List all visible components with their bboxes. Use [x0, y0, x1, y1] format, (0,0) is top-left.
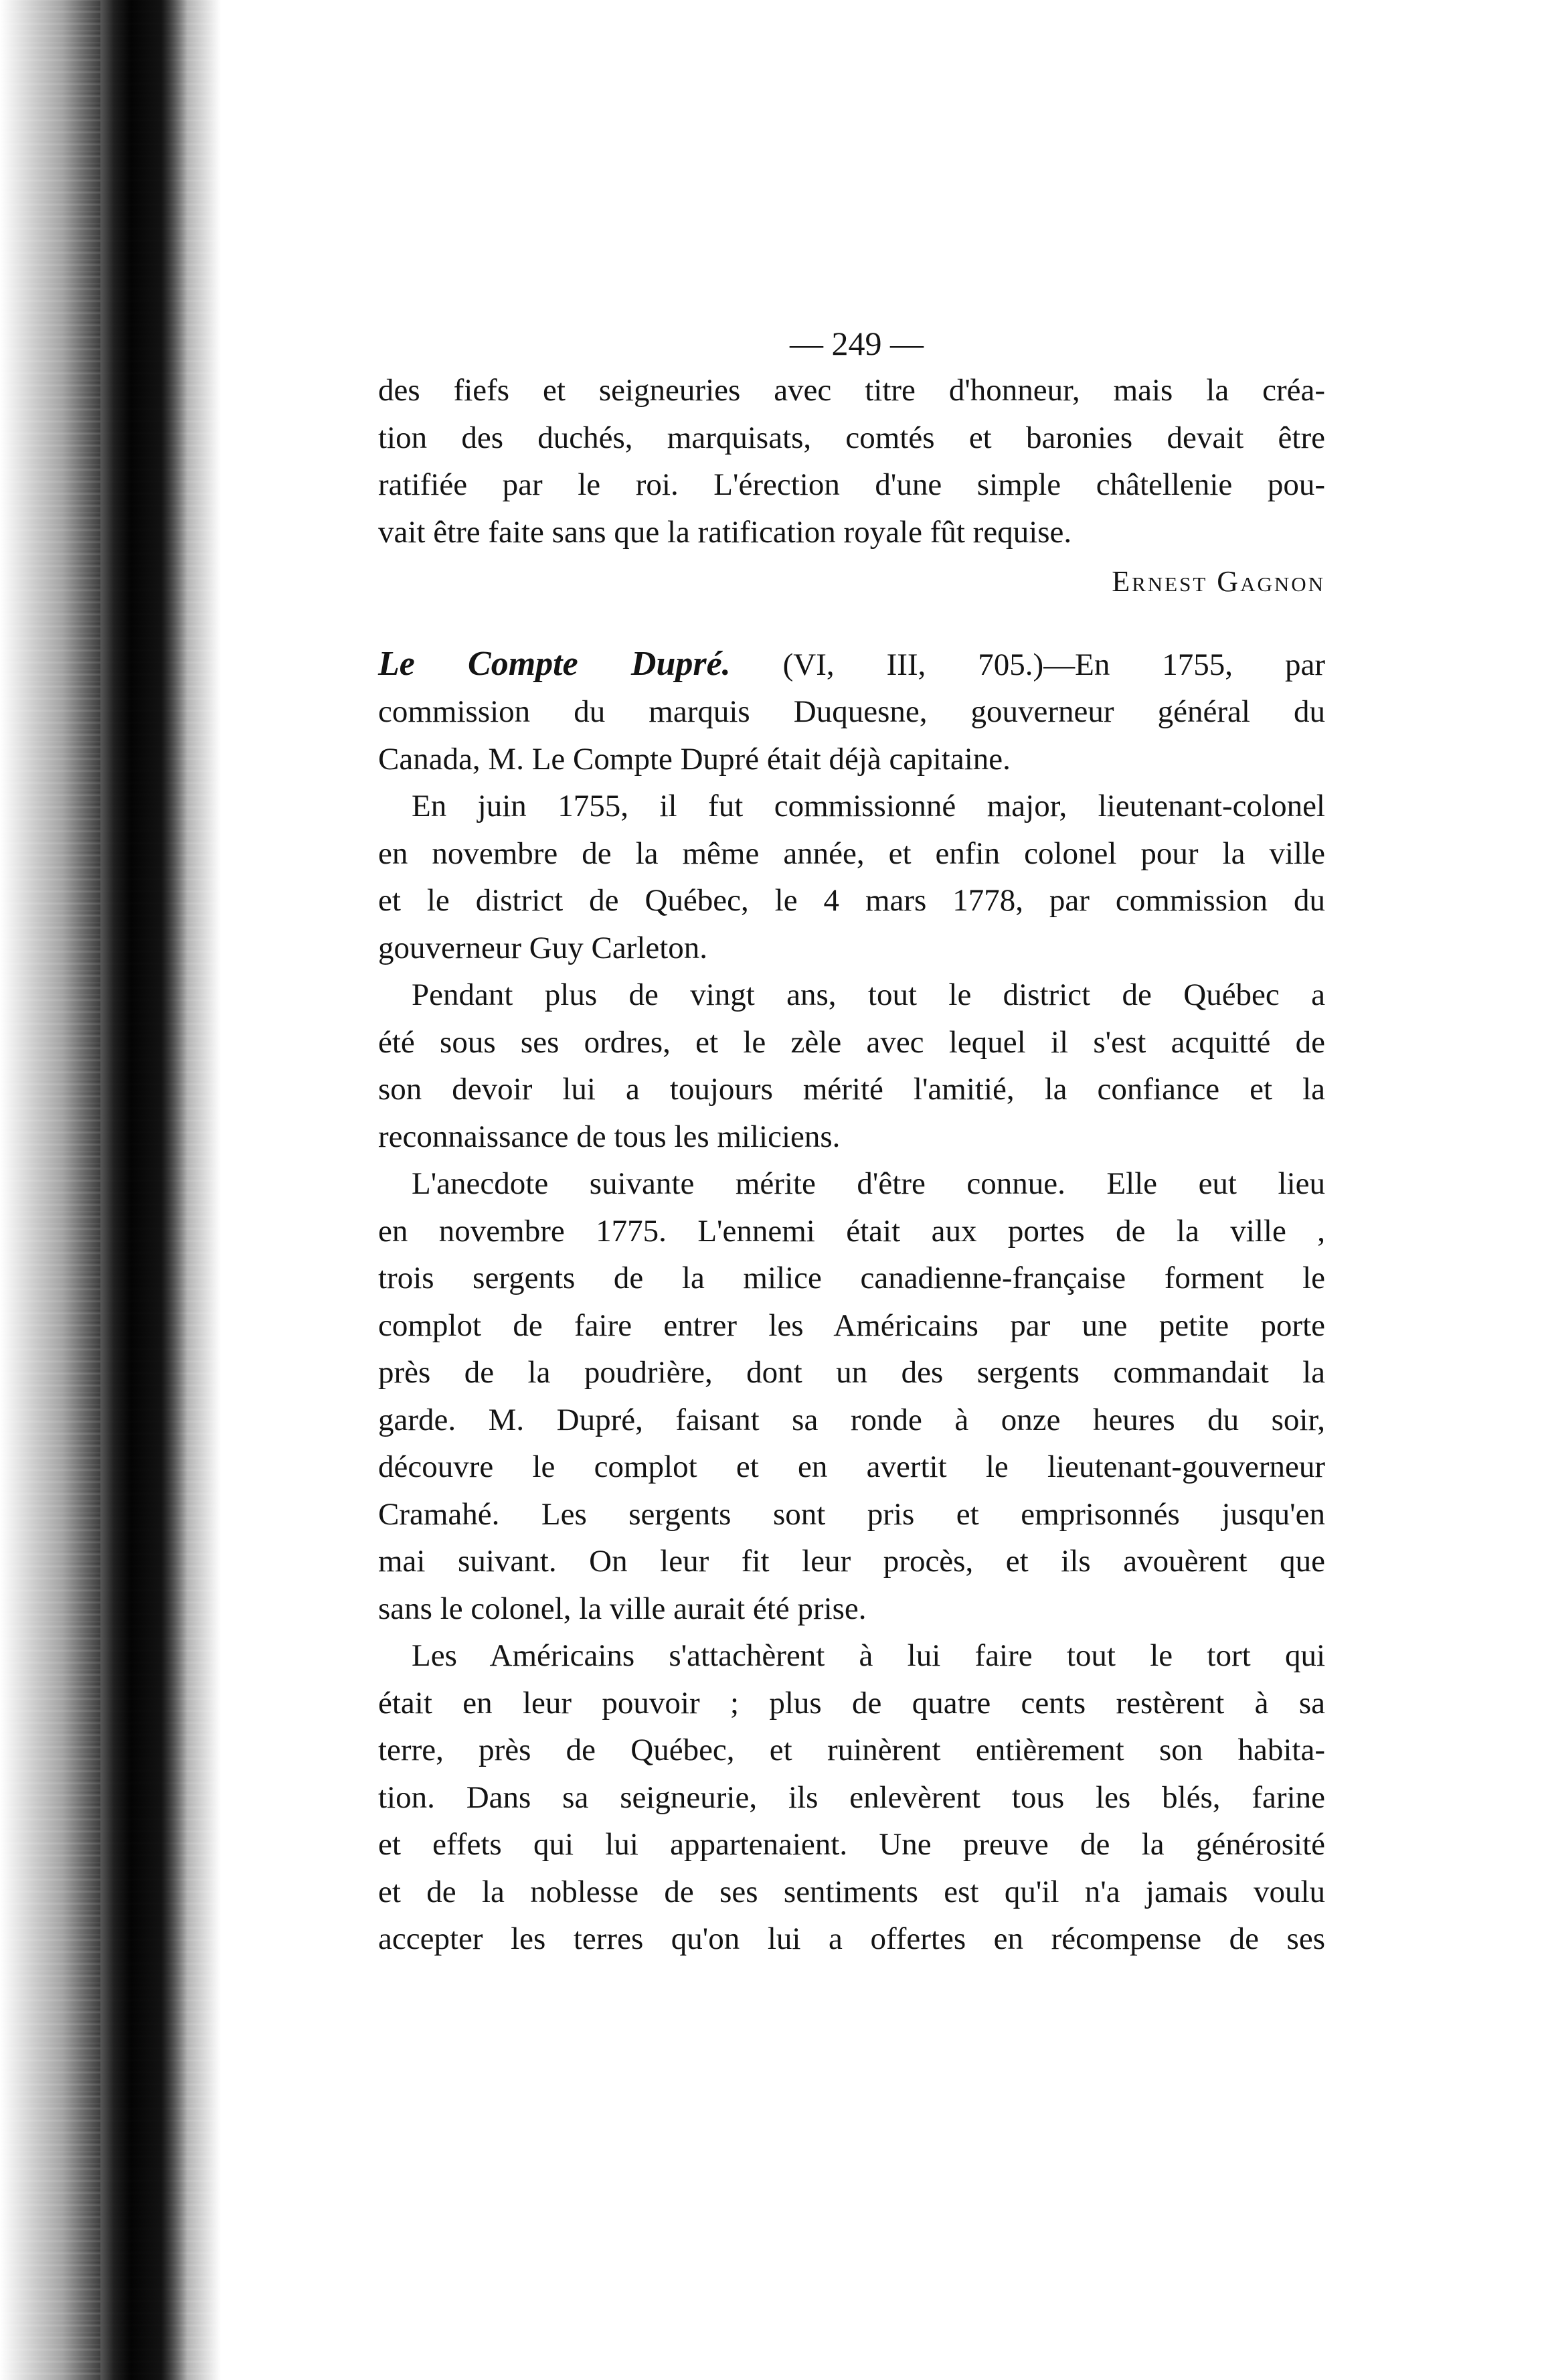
text-line: complot de faire entrer les Américains par une petite porte [378, 1307, 1325, 1343]
text-line: garde. M. Dupré, faisant sa ronde à onze heures du soir, [378, 1402, 1325, 1437]
page-number: — 249 — [790, 325, 924, 362]
text-line: En juin 1755, il fut commissionné major, lieutenant-colonel [412, 789, 1325, 823]
article-compte-dupre [378, 641, 1325, 1963]
binding-gutter-edge [0, 0, 114, 2380]
text-line: ratifiée par le roi. L'érection d'une simple châtellenie pou- [378, 467, 1325, 502]
text-line: Canada, M. Le Compte Dupré était déjà capitaine. [378, 741, 1011, 777]
text-line: et effets qui lui appartenaient. Une preuve de la générosité [378, 1827, 1325, 1862]
text-line: sans le colonel, la ville aurait été prise. [378, 1591, 867, 1626]
text-line: gouverneur Guy Carleton. [378, 930, 708, 965]
text-line: et de la noblesse de ses sentiments est qu'il n'a jamais voulu [378, 1874, 1325, 1909]
article-heading-line [378, 641, 1325, 689]
text-line: vait être faite sans que la ratification royale fût requise. [378, 514, 1072, 550]
text-line: tion. Dans sa seigneurie, ils enlevèrent tous les blés, farine [378, 1779, 1325, 1815]
text-line: en novembre de la même année, et enfin colonel pour la ville [378, 836, 1325, 871]
text-line: reconnaissance de tous les miliciens. [378, 1119, 841, 1154]
text-line: son devoir lui a toujours mérité l'amitié, la confiance et la [378, 1072, 1325, 1107]
text-line: près de la poudrière, dont un des sergents commandait la [378, 1355, 1325, 1390]
text-line: tion des duchés, marquisats, comtés et baronies devait être [378, 420, 1325, 455]
text-line: était en leur pouvoir ; plus de quatre cents restèrent à sa [378, 1685, 1325, 1721]
author-signature: Ernest Gagnon [1112, 565, 1325, 598]
text-line: des fiefs et seigneuries avec titre d'honneur, mais la créa- [378, 373, 1325, 408]
article-title: Le Compte Dupré. [378, 644, 731, 683]
body-text [378, 367, 1325, 1963]
text-line: mai suivant. On leur fit leur procès, et ils avouèrent que [378, 1544, 1325, 1579]
article-reference: (VI, III, 705.)—En 1755, par [782, 647, 1325, 682]
text-line: Pendant plus de vingt ans, tout le district de Québec a [412, 977, 1325, 1012]
text-line: et le district de Québec, le 4 mars 1778, par commission du [378, 883, 1325, 918]
section-ending [378, 367, 1325, 606]
text-line: commission du marquis Duquesne, gouverneur général du [378, 694, 1325, 729]
text-line: découvre le complot et en avertit le lieutenant-gouverneur [378, 1449, 1325, 1484]
text-line: été sous ses ordres, et le zèle avec lequel il s'est acquitté de [378, 1024, 1325, 1060]
text-line: accepter les terres qu'on lui a offertes en récompense de ses [378, 1921, 1325, 1956]
text-line: L'anecdote suivante mérite d'être connue. Elle eut lieu [412, 1166, 1325, 1201]
text-line: Cramahé. Les sergents sont pris et emprisonnés jusqu'en [378, 1496, 1325, 1532]
text-line: Les Américains s'attachèrent à lui faire tout le tort qui [412, 1638, 1325, 1673]
text-line: trois sergents de la milice canadienne-française forment le [378, 1261, 1325, 1295]
text-line: terre, près de Québec, et ruinèrent entièrement son habita- [378, 1733, 1325, 1767]
text-line: en novembre 1775. L'ennemi était aux portes de la ville , [378, 1213, 1325, 1249]
